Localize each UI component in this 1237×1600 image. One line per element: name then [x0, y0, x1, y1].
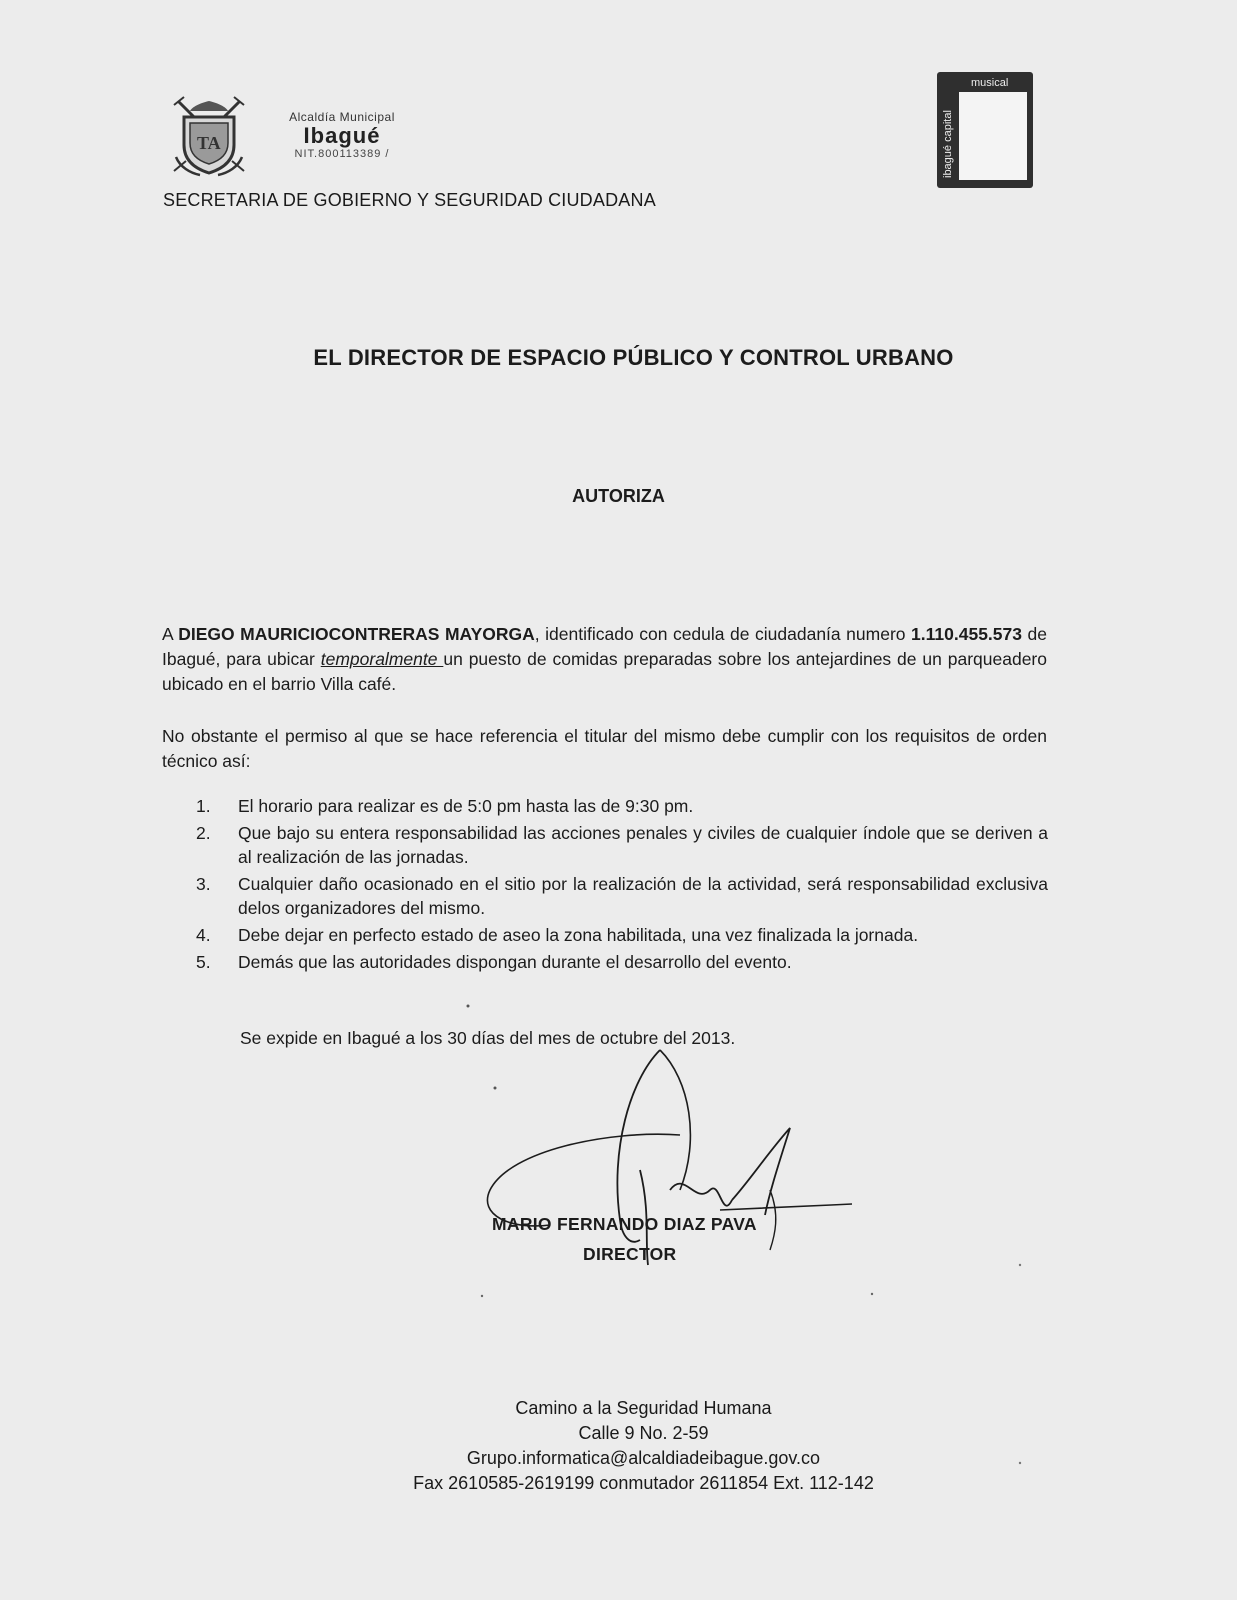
list-item-number: 1.	[196, 796, 211, 816]
authorization-paragraph	[162, 622, 1047, 697]
list-item-number: 4.	[196, 925, 211, 945]
list-item-text: Demás que las autoridades dispongan durante el desarrollo del evento.	[238, 952, 792, 972]
list-item	[196, 923, 1048, 947]
p1-end: un puesto de comidas preparadas sobre los antejardines de un parqueadero ubicado en el barrio Villa café.	[162, 649, 1047, 694]
logo-nit: NIT.800113389 /	[294, 148, 390, 160]
list-item	[196, 794, 1048, 818]
document-title: EL DIRECTOR DE ESPACIO PÚBLICO Y CONTROL URBANO	[313, 345, 954, 370]
requirements-list	[196, 794, 1048, 977]
badge-side-label: ibagué capital	[942, 110, 954, 178]
conditions-paragraph: No obstante el permiso al que se hace referencia el titular del mismo debe cumplir con los requisitos de orden técnico así:	[162, 726, 1047, 771]
list-item-text: El horario para realizar es de 5:0 pm hasta las de 9:30 pm.	[238, 796, 694, 816]
svg-text:TA: TA	[197, 133, 221, 153]
musical-badge-logo	[935, 70, 1035, 190]
list-item	[196, 950, 1048, 974]
list-item-text: Que bajo su entera responsabilidad las acciones penales y civiles de cualquier índole que se deriven a al realización de las jornadas.	[238, 823, 1048, 867]
list-item	[196, 872, 1048, 920]
footer-phones: Fax 2610585-2619199 conmutador 2611854 Ext. 112-142	[413, 1473, 874, 1493]
p1-lead: A	[162, 624, 179, 644]
p1-mid2: de Ibagué, para ubicar	[162, 624, 1047, 669]
badge-top-label: musical	[971, 77, 1009, 89]
coat-of-arms-logo	[170, 95, 248, 177]
list-item-number: 2.	[196, 823, 211, 843]
document-subtitle: AUTORIZA	[572, 486, 665, 506]
list-item-number: 5.	[196, 952, 211, 972]
footer-email: Grupo.informatica@alcaldiadeibague.gov.co	[466, 1448, 821, 1468]
document-footer	[0, 1396, 1237, 1496]
signatory-name: MARIO FERNANDO DIAZ PAVA	[492, 1214, 757, 1234]
logo-city-name: Ibagué	[303, 123, 381, 148]
list-item	[196, 821, 1048, 869]
authorized-person-name: DIEGO MAURICIOCONTRERAS MAYORGA	[178, 624, 535, 644]
list-item-text: Debe dejar en perfecto estado de aseo la zona habilitada, una vez finalizada la jornada.	[238, 925, 919, 945]
list-item-text: Cualquier daño ocasionado en el sitio por la realización de la actividad, será responsabilidad exclusiva delos organizadores del mismo.	[238, 874, 1048, 918]
logo-subtitle: Alcaldía Municipal	[289, 110, 395, 124]
id-number: 1.110.455.573	[911, 624, 1022, 644]
department-name: SECRETARIA DE GOBIERNO Y SEGURIDAD CIUDADANA	[163, 190, 656, 210]
issue-date-line: Se expide en Ibagué a los 30 días del mes de octubre del 2013.	[240, 1028, 736, 1048]
footer-slogan: Camino a la Seguridad Humana	[515, 1398, 772, 1418]
temporal-word: temporalmente	[320, 649, 444, 669]
list-item-number: 3.	[196, 874, 211, 894]
footer-address: Calle 9 No. 2-59	[578, 1423, 709, 1443]
logo-wordmark	[262, 110, 422, 160]
p1-mid: , identificado con cedula de ciudadanía numero	[534, 624, 912, 644]
signatory-role: DIRECTOR	[583, 1244, 677, 1264]
